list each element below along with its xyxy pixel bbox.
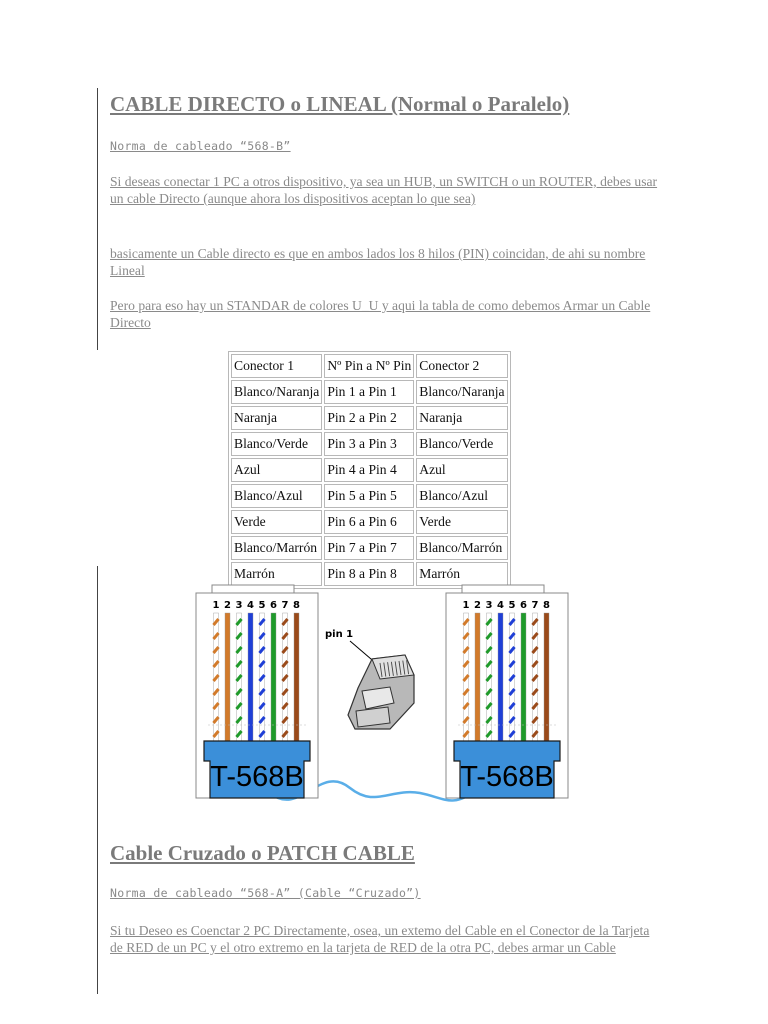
left-margin-rule-lower bbox=[97, 566, 98, 994]
left-standard-label: T-568B bbox=[210, 761, 304, 793]
pin-number-2: 2 bbox=[224, 600, 231, 611]
cell: Naranja bbox=[416, 406, 507, 430]
cell: Blanco/Azul bbox=[416, 484, 507, 508]
t568b-wiring-diagram bbox=[190, 583, 570, 828]
heading-cable-cruzado[interactable]: Cable Cruzado o PATCH CABLE bbox=[110, 841, 415, 865]
cell: Azul bbox=[416, 458, 507, 482]
cell: Pin 2 a Pin 2 bbox=[324, 406, 414, 430]
cell: Marrón bbox=[231, 562, 322, 586]
pin-number-3: 3 bbox=[235, 600, 243, 611]
pin-number-2: 2 bbox=[474, 600, 481, 611]
table-row bbox=[231, 484, 508, 508]
wire-pin-8 bbox=[294, 613, 299, 741]
cell: Blanco/Marrón bbox=[416, 536, 507, 560]
norma-568b-link[interactable]: Norma de cableado “568-B” bbox=[110, 139, 291, 153]
paragraph-crossover[interactable]: Si tu Deseo es Coenctar 2 PC Directamente, osea, un extemo del Cable en el Conector de la Tarjeta de RED de un PC y el otro extremo en la tarjeta de RED de la otra PC, debes armar un Cable bbox=[110, 923, 650, 955]
pin-number-6: 6 bbox=[270, 600, 277, 611]
pin-number-7: 7 bbox=[531, 600, 539, 611]
wire-pin-6 bbox=[521, 613, 526, 741]
cell: Pin 4 a Pin 4 bbox=[324, 458, 414, 482]
pin-number-4: 4 bbox=[497, 600, 504, 611]
plug-clip bbox=[356, 707, 390, 727]
cell: Blanco/Naranja bbox=[416, 380, 507, 404]
cell: Pin 6 a Pin 6 bbox=[324, 510, 414, 534]
cell: Blanco/Verde bbox=[231, 432, 322, 456]
cell: Blanco/Marrón bbox=[231, 536, 322, 560]
left-margin-rule bbox=[97, 88, 98, 350]
table-row bbox=[231, 458, 508, 482]
table-row bbox=[231, 536, 508, 560]
wire-pin-2 bbox=[225, 613, 230, 741]
table-row bbox=[231, 510, 508, 534]
cell: Naranja bbox=[231, 406, 322, 430]
wire-pin-2 bbox=[475, 613, 480, 741]
table-header-row bbox=[231, 354, 508, 378]
wire-pin-4 bbox=[498, 613, 503, 741]
paragraph-intro[interactable]: Si deseas conectar 1 PC a otros dispositivo, ya sea un HUB, un SWITCH o un ROUTER, debes usar un cable Directo (aunque ahora los dispositivos aceptan lo que sea) bbox=[110, 174, 658, 206]
heading-cable-directo[interactable]: CABLE DIRECTO o LINEAL (Normal o Paralelo) bbox=[110, 92, 570, 116]
pin-table bbox=[228, 351, 511, 589]
wire-pin-6 bbox=[271, 613, 276, 741]
connector-latch bbox=[212, 585, 294, 593]
cell: Blanco/Azul bbox=[231, 484, 322, 508]
cell: Marrón bbox=[416, 562, 507, 586]
pin-number-6: 6 bbox=[520, 600, 527, 611]
header-pin-a-pin: Nº Pin a Nº Pin bbox=[324, 354, 414, 378]
pin1-label: pin 1 bbox=[325, 629, 354, 640]
pin-number-1: 1 bbox=[462, 600, 470, 611]
norma-568a-link[interactable]: Norma de cableado “568-A” (Cable “Cruzado”) bbox=[110, 886, 421, 900]
pin-number-3: 3 bbox=[485, 600, 493, 611]
cell: Verde bbox=[231, 510, 322, 534]
cell: Pin 8 a Pin 8 bbox=[324, 562, 414, 586]
pin-number-8: 8 bbox=[293, 600, 300, 611]
header-conector-2: Conector 2 bbox=[416, 354, 507, 378]
connector-latch bbox=[462, 585, 544, 593]
table-row bbox=[231, 406, 508, 430]
pin-number-7: 7 bbox=[281, 600, 289, 611]
cell: Pin 1 a Pin 1 bbox=[324, 380, 414, 404]
wire-pin-4 bbox=[248, 613, 253, 741]
cell: Verde bbox=[416, 510, 507, 534]
pin-number-5: 5 bbox=[508, 600, 516, 611]
pin-number-5: 5 bbox=[258, 600, 266, 611]
cell: Blanco/Naranja bbox=[231, 380, 322, 404]
pin-number-1: 1 bbox=[212, 600, 220, 611]
wire-pin-8 bbox=[544, 613, 549, 741]
table-row bbox=[231, 432, 508, 456]
cell: Pin 3 a Pin 3 bbox=[324, 432, 414, 456]
right-standard-label: T-568B bbox=[460, 761, 554, 793]
table-row bbox=[231, 380, 508, 404]
header-conector-1: Conector 1 bbox=[231, 354, 322, 378]
pin-number-4: 4 bbox=[247, 600, 254, 611]
cell: Pin 7 a Pin 7 bbox=[324, 536, 414, 560]
paragraph-lineal[interactable]: basicamente un Cable directo es que en ambos lados los 8 hilos (PIN) coincidan, de ahi su nombre Lineal bbox=[110, 246, 646, 278]
paragraph-standard[interactable]: Pero para eso hay un STANDAR de colores U_U y aqui la tabla de como debemos Armar un Cable Directo bbox=[110, 298, 651, 330]
cell: Azul bbox=[231, 458, 322, 482]
left-rj45-connector bbox=[196, 585, 318, 798]
rj45-plug-illustration bbox=[325, 629, 414, 729]
pin-number-8: 8 bbox=[543, 600, 550, 611]
right-rj45-connector bbox=[446, 585, 568, 798]
cell: Blanco/Verde bbox=[416, 432, 507, 456]
cell: Pin 5 a Pin 5 bbox=[324, 484, 414, 508]
